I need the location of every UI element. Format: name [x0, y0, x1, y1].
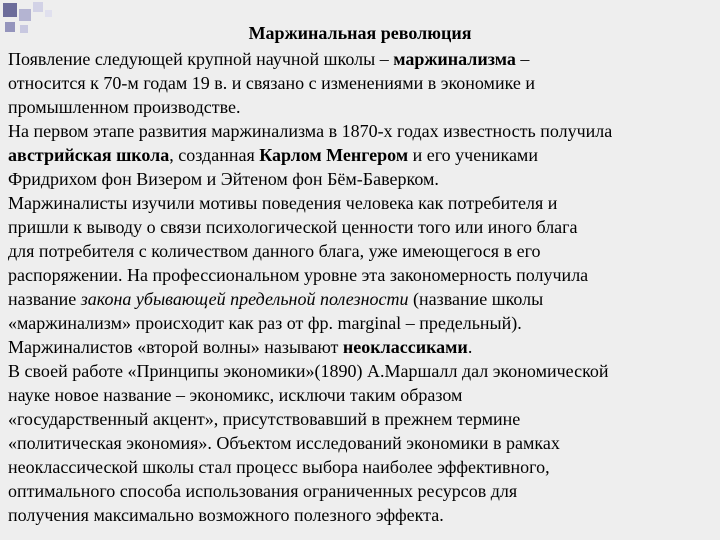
deco-square-2 — [19, 9, 31, 21]
text-segment: , созданная — [169, 145, 260, 165]
bold-term: Карлом Менгером — [259, 145, 409, 165]
text-line: «государственный акцент», присутствовавший в прежнем термине — [8, 409, 521, 429]
text-segment: название — [8, 289, 81, 309]
text-line: оптимального способа использования ограниченных ресурсов для — [8, 481, 518, 501]
text-line: пришли к выводу о связи психологической ценности того или иного блага — [8, 217, 578, 237]
paragraph-austrian-school — [8, 119, 716, 191]
text-line: промышленном производстве. — [8, 97, 241, 117]
page-title: Маржинальная революция — [248, 23, 472, 43]
text-segment: – — [515, 49, 530, 69]
text-line — [8, 143, 716, 167]
slide-body — [8, 47, 716, 527]
text-line: распоряжении. На профессиональном уровне эта закономерность получила — [8, 265, 589, 285]
text-segment: . — [467, 337, 473, 357]
text-line: относится к 70-м годам 19 в. и связано с изменениями в экономике и — [8, 73, 536, 93]
text-line: Фридрихом фон Визером и Эйтеном фон Бём-Баверком. — [8, 169, 439, 189]
text-line — [8, 335, 716, 359]
text-segment: и его учениками — [408, 145, 538, 165]
text-line: науке новое название – экономикс, исключи таким образом — [8, 385, 463, 405]
paragraph-marshall — [8, 359, 716, 527]
bold-term: маржинализма — [393, 49, 516, 69]
text-segment: (название школы — [408, 289, 544, 309]
bold-term: австрийская школа — [8, 145, 170, 165]
paragraph-marginalism-origin — [8, 47, 716, 119]
text-line: В своей работе «Принципы экономики»(1890) А.Маршалл дал экономической — [8, 361, 609, 381]
text-segment: Маржиналистов «второй волны» называют — [8, 337, 343, 357]
text-segment: Появление следующей крупной научной школы – — [8, 49, 394, 69]
text-line: Маржиналисты изучили мотивы поведения человека как потребителя и — [8, 193, 558, 213]
text-line: «маржинализм» происходит как раз от фр. marginal – предельный). — [8, 313, 522, 333]
bold-term: неоклассиками — [342, 337, 468, 357]
deco-square-6 — [45, 10, 52, 17]
text-line: «политическая экономия». Объектом исследований экономики в рамках — [8, 433, 560, 453]
paragraph-marginal-utility — [8, 191, 716, 335]
text-line — [8, 287, 716, 311]
text-line: На первом этапе развития маржинализма в 1870-х годах известность получила — [8, 121, 613, 141]
deco-square-1 — [3, 3, 17, 17]
text-line: неоклассической школы стал процесс выбора наиболее эффективного, — [8, 457, 550, 477]
paragraph-neoclassics — [8, 335, 716, 359]
text-line — [8, 47, 716, 71]
deco-square-4 — [33, 2, 43, 12]
text-line: получения максимально возможного полезного эффекта. — [8, 505, 444, 525]
text-line: для потребителя с количеством данного блага, уже имеющегося в его — [8, 241, 541, 261]
italic-term: закона убывающей предельной полезности — [80, 289, 409, 309]
